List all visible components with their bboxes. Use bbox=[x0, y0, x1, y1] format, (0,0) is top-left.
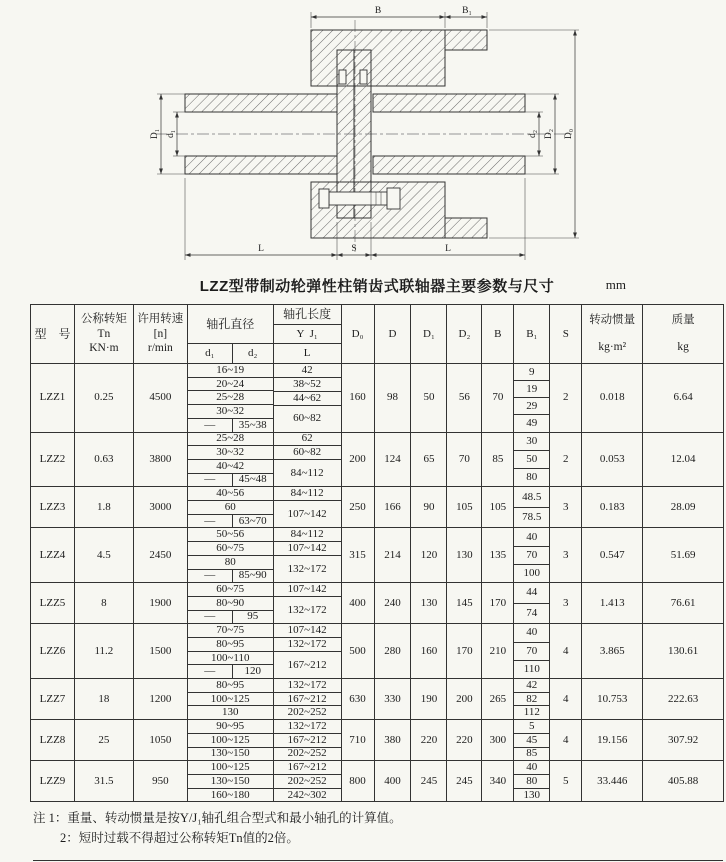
length-cell: 60~82 bbox=[274, 405, 341, 432]
torque-cell: 4.5 bbox=[74, 528, 133, 582]
b-cell: 105 bbox=[481, 487, 513, 527]
mass-cell: 6.64 bbox=[642, 364, 723, 432]
header-mass-line-1: 质量 bbox=[671, 314, 695, 326]
d1-cell: 120 bbox=[410, 528, 446, 582]
dim-label-L-right: L bbox=[445, 244, 451, 254]
length-cell: 202~252 bbox=[274, 774, 341, 788]
b-cell: 170 bbox=[481, 583, 513, 623]
mass-cell: 12.04 bbox=[642, 433, 723, 487]
header-torque-line-1: 公称转矩 bbox=[80, 312, 127, 325]
row-LZZ2 bbox=[31, 432, 723, 487]
header-bore-dia: 轴孔直径 bbox=[206, 316, 255, 331]
bore-dia-cells bbox=[187, 364, 273, 432]
bore-row: 80~95 bbox=[216, 678, 245, 691]
b1-cell: 85 bbox=[514, 747, 549, 761]
bore-d2-cell: 120 bbox=[232, 665, 273, 678]
d0-cell: 400 bbox=[341, 583, 374, 623]
b-cell: 85 bbox=[481, 433, 513, 487]
d-cell: 400 bbox=[374, 761, 411, 801]
row-LZZ4 bbox=[31, 527, 723, 582]
length-cell: 202~252 bbox=[274, 705, 341, 719]
bore-dia-cells bbox=[187, 583, 273, 623]
d1-cell: 160 bbox=[410, 624, 446, 678]
length-cell: 132~172 bbox=[274, 555, 341, 582]
elastic-pin bbox=[339, 70, 346, 84]
bore-row: 130 bbox=[188, 705, 273, 719]
length-cells bbox=[273, 433, 341, 487]
dim-label-D2: D₂ bbox=[544, 128, 554, 140]
length-cells bbox=[273, 761, 341, 801]
header-inertia-line-1: 转动惯量 bbox=[589, 314, 636, 326]
b1-cell: 45 bbox=[514, 733, 549, 747]
length-cell: 132~172 bbox=[287, 720, 327, 733]
b1-cell: 130 bbox=[514, 788, 549, 802]
b1-cell: 29 bbox=[514, 397, 549, 414]
parameters-table bbox=[30, 304, 724, 802]
speed-cell: 1200 bbox=[133, 679, 187, 719]
length-cells bbox=[273, 720, 341, 760]
unit-label: mm bbox=[605, 277, 626, 292]
b1-cell: 48.5 bbox=[522, 490, 542, 503]
length-cells bbox=[273, 364, 341, 432]
bore-row: 100~110 bbox=[188, 651, 273, 665]
b-cell: 340 bbox=[481, 761, 513, 801]
inertia-cell: 0.547 bbox=[581, 528, 642, 582]
page-title: LZZ型带制动轮弹性柱销齿式联轴器主要参数与尺寸 bbox=[199, 277, 555, 295]
bore-dia-cells bbox=[187, 720, 273, 760]
length-cell: 84~112 bbox=[290, 487, 324, 500]
length-cell: 107~142 bbox=[274, 541, 341, 555]
bore-row: 130~150 bbox=[188, 774, 273, 788]
b1-cell: 40 bbox=[526, 626, 538, 639]
dim-label-d2: d₂ bbox=[528, 129, 538, 139]
model-cell: LZZ4 bbox=[39, 548, 66, 561]
dim-label-S: S bbox=[351, 244, 357, 254]
model-cell: LZZ1 bbox=[39, 391, 66, 404]
d-cell: 280 bbox=[374, 624, 411, 678]
bore-row: 25~28 bbox=[188, 390, 273, 404]
model-cell: LZZ8 bbox=[39, 733, 66, 746]
d2-cell: 220 bbox=[446, 720, 481, 760]
mass-cell: 28.09 bbox=[642, 487, 723, 527]
length-cell: 44~62 bbox=[274, 391, 341, 405]
d-cell: 124 bbox=[374, 433, 411, 487]
b1-cells bbox=[513, 433, 549, 487]
length-cell: 167~212 bbox=[274, 651, 341, 678]
inertia-cell: 33.446 bbox=[581, 761, 642, 801]
s-cell: 2 bbox=[549, 364, 581, 432]
length-cell: 242~302 bbox=[274, 788, 341, 802]
d1-cell: 65 bbox=[410, 433, 446, 487]
bore-row: 100~125 bbox=[188, 733, 273, 747]
bore-d1-cell: — bbox=[204, 569, 216, 582]
d0-cell: 250 bbox=[341, 487, 374, 527]
model-cell: LZZ6 bbox=[39, 644, 66, 657]
bore-dia-cells bbox=[187, 679, 273, 719]
inertia-cell: 0.183 bbox=[581, 487, 642, 527]
b1-cell: 70 bbox=[514, 642, 549, 660]
length-cells bbox=[273, 624, 341, 678]
b1-cells bbox=[513, 720, 549, 760]
length-cell: 167~212 bbox=[274, 733, 341, 747]
technical-drawing bbox=[0, 0, 726, 268]
length-cell: 42 bbox=[301, 363, 313, 376]
d2-cell: 245 bbox=[446, 761, 481, 801]
d1-cell: 50 bbox=[410, 364, 446, 432]
header-torque-line-3: KN·m bbox=[89, 342, 119, 355]
b1-cells bbox=[513, 761, 549, 801]
b1-cells bbox=[513, 487, 549, 527]
coupling-section-drawing bbox=[133, 2, 593, 268]
bore-dia-cells bbox=[187, 528, 273, 582]
b1-cell: 40 bbox=[526, 530, 538, 543]
dim-label-L-left: L bbox=[258, 244, 264, 254]
length-cell: 132~172 bbox=[274, 637, 341, 651]
header-model: 型 号 bbox=[34, 326, 71, 341]
mass-cell: 76.61 bbox=[642, 583, 723, 623]
header-speed-line-2: [n] bbox=[153, 327, 168, 340]
s-cell: 3 bbox=[549, 528, 581, 582]
bore-row: 80 bbox=[188, 555, 273, 569]
d0-cell: 630 bbox=[341, 679, 374, 719]
bore-d1-cell: — bbox=[204, 514, 216, 527]
torque-cell: 1.8 bbox=[74, 487, 133, 527]
inertia-cell: 1.413 bbox=[581, 583, 642, 623]
length-cell: 202~252 bbox=[274, 747, 341, 761]
note-2: 2：短时过载不得超过公称转矩Tn值的2倍。 bbox=[60, 830, 299, 845]
bore-d1-cell: — bbox=[204, 610, 216, 623]
bore-row: 130~150 bbox=[188, 747, 273, 761]
b1-cell: 80 bbox=[514, 774, 549, 788]
length-cell: 167~212 bbox=[287, 761, 327, 774]
header-speed-line-1: 许用转速 bbox=[137, 312, 184, 325]
b1-cell: 78.5 bbox=[514, 507, 549, 528]
model-cell: LZZ2 bbox=[39, 452, 66, 465]
dim-label-d1: d₁ bbox=[166, 129, 176, 139]
inertia-cell: 0.018 bbox=[581, 364, 642, 432]
s-cell: 4 bbox=[549, 720, 581, 760]
d0-cell: 800 bbox=[341, 761, 374, 801]
bore-row bbox=[188, 610, 273, 624]
length-cells bbox=[273, 679, 341, 719]
mass-cell: 405.88 bbox=[642, 761, 723, 801]
header-bore-len-group bbox=[273, 305, 341, 363]
inertia-cell: 10.753 bbox=[581, 679, 642, 719]
length-cell: 132~172 bbox=[274, 596, 341, 623]
d1-cell: 90 bbox=[410, 487, 446, 527]
bore-row bbox=[188, 418, 273, 432]
d-cell: 380 bbox=[374, 720, 411, 760]
speed-cell: 3800 bbox=[133, 433, 187, 487]
speed-cell: 4500 bbox=[133, 364, 187, 432]
header-inertia-line-2: kg·m² bbox=[598, 341, 627, 354]
bore-row bbox=[188, 514, 273, 528]
b1-cell: 40 bbox=[526, 761, 538, 774]
b1-cells bbox=[513, 528, 549, 582]
notes bbox=[33, 809, 723, 861]
d0-cell: 200 bbox=[341, 433, 374, 487]
b1-cell: 82 bbox=[514, 692, 549, 706]
b1-cell: 19 bbox=[514, 380, 549, 397]
b1-cell: 112 bbox=[514, 705, 549, 719]
d2-cell: 70 bbox=[446, 433, 481, 487]
inertia-cell: 3.865 bbox=[581, 624, 642, 678]
mass-cell: 222.63 bbox=[642, 679, 723, 719]
s-cell: 4 bbox=[549, 679, 581, 719]
header-s: S bbox=[549, 305, 581, 363]
d1-cell: 245 bbox=[410, 761, 446, 801]
row-LZZ5 bbox=[31, 582, 723, 623]
d0-cell: 710 bbox=[341, 720, 374, 760]
bore-row: 30~32 bbox=[188, 445, 273, 459]
torque-cell: 31.5 bbox=[74, 761, 133, 801]
torque-cell: 18 bbox=[74, 679, 133, 719]
torque-cell: 8 bbox=[74, 583, 133, 623]
d2-cell: 200 bbox=[446, 679, 481, 719]
bore-row: 16~19 bbox=[216, 363, 245, 376]
length-cell: 167~212 bbox=[274, 692, 341, 706]
row-LZZ9 bbox=[31, 760, 723, 801]
b1-cell: 30 bbox=[526, 434, 538, 447]
header-mass bbox=[642, 305, 723, 363]
d2-cell: 105 bbox=[446, 487, 481, 527]
length-cells bbox=[273, 583, 341, 623]
bore-dia-cells bbox=[187, 761, 273, 801]
bore-d1-cell: — bbox=[204, 473, 216, 486]
bore-d1-cell: — bbox=[204, 665, 216, 678]
speed-cell: 1050 bbox=[133, 720, 187, 760]
d0-cell: 500 bbox=[341, 624, 374, 678]
bore-row: 50~56 bbox=[216, 528, 245, 541]
length-cell: 132~172 bbox=[287, 678, 327, 691]
b1-cell: 9 bbox=[529, 365, 535, 378]
length-cell: 84~112 bbox=[290, 528, 324, 541]
d2-cell: 170 bbox=[446, 624, 481, 678]
s-cell: 3 bbox=[549, 487, 581, 527]
inertia-cell: 19.156 bbox=[581, 720, 642, 760]
bore-row: 70~75 bbox=[216, 624, 245, 637]
length-cells bbox=[273, 528, 341, 582]
b1-cell: 74 bbox=[514, 603, 549, 624]
header-bore-len: 轴孔长度 bbox=[283, 307, 332, 322]
b-cell: 210 bbox=[481, 624, 513, 678]
s-cell: 3 bbox=[549, 583, 581, 623]
s-cell: 4 bbox=[549, 624, 581, 678]
bore-row bbox=[188, 473, 273, 487]
header-torque bbox=[74, 305, 133, 363]
d1-cell: 190 bbox=[410, 679, 446, 719]
header-speed-line-3: r/min bbox=[147, 342, 173, 355]
dim-label-D1: D₁ bbox=[150, 128, 160, 140]
d-cell: 240 bbox=[374, 583, 411, 623]
bore-d2-cell: 45~48 bbox=[232, 474, 273, 487]
header-d0: D₀ bbox=[341, 305, 374, 363]
b1-cells bbox=[513, 583, 549, 623]
bore-d2-cell: 35~38 bbox=[232, 419, 273, 432]
length-cell: 107~142 bbox=[287, 583, 327, 596]
bore-row: 100~125 bbox=[210, 761, 250, 774]
header-bore-dia-sub bbox=[188, 343, 273, 363]
length-cell: 62 bbox=[301, 432, 313, 445]
elastic-pin bbox=[360, 70, 367, 84]
bore-d2-cell: 63~70 bbox=[232, 515, 273, 528]
d-cell: 98 bbox=[374, 364, 411, 432]
mass-cell: 130.61 bbox=[642, 624, 723, 678]
b-cell: 300 bbox=[481, 720, 513, 760]
d2-cell: 56 bbox=[446, 364, 481, 432]
b1-cell: 70 bbox=[514, 546, 549, 564]
b1-cells bbox=[513, 624, 549, 678]
torque-cell: 0.63 bbox=[74, 433, 133, 487]
d-cell: 166 bbox=[374, 487, 411, 527]
s-cell: 5 bbox=[549, 761, 581, 801]
title-row bbox=[30, 272, 724, 298]
d1-cell: 220 bbox=[410, 720, 446, 760]
bore-row: 90~95 bbox=[216, 720, 245, 733]
d0-cell: 315 bbox=[341, 528, 374, 582]
bore-row: 20~24 bbox=[188, 377, 273, 391]
mass-cell: 307.92 bbox=[642, 720, 723, 760]
bore-d2-cell: 95 bbox=[232, 611, 273, 624]
header-mass-line-2: kg bbox=[677, 341, 689, 354]
d2-cell: 145 bbox=[446, 583, 481, 623]
header-d1-dim: D₁ bbox=[410, 305, 446, 363]
bore-dia-cells bbox=[187, 624, 273, 678]
bore-row: 60~75 bbox=[188, 541, 273, 555]
torque-cell: 11.2 bbox=[74, 624, 133, 678]
bore-row: 40~42 bbox=[188, 459, 273, 473]
s-cell: 2 bbox=[549, 433, 581, 487]
header-b1: B₁ bbox=[513, 305, 549, 363]
length-cells bbox=[273, 487, 341, 527]
dim-label-B: B bbox=[374, 6, 382, 16]
torque-cell: 25 bbox=[74, 720, 133, 760]
bore-row: 80~90 bbox=[188, 596, 273, 610]
b-cell: 135 bbox=[481, 528, 513, 582]
header-torque-line-2: Tn bbox=[97, 327, 111, 340]
header-bore-dia-group bbox=[187, 305, 273, 363]
b1-cells bbox=[513, 679, 549, 719]
bore-dia-cells bbox=[187, 487, 273, 527]
b1-cell: 49 bbox=[514, 414, 549, 431]
model-cell: LZZ7 bbox=[39, 692, 66, 705]
b1-cell: 100 bbox=[514, 564, 549, 582]
bore-d2-cell: 85~90 bbox=[232, 570, 273, 583]
bolt-nut bbox=[387, 188, 400, 209]
bore-d1-cell: — bbox=[204, 418, 216, 431]
b1-cell: 110 bbox=[514, 660, 549, 678]
bore-row: 160~180 bbox=[188, 788, 273, 802]
bore-row: 100~125 bbox=[188, 692, 273, 706]
b-cell: 265 bbox=[481, 679, 513, 719]
d1-cell: 130 bbox=[410, 583, 446, 623]
bore-row: 60 bbox=[188, 500, 273, 514]
bore-row: 80~95 bbox=[188, 637, 273, 651]
torque-cell: 0.25 bbox=[74, 364, 133, 432]
dimension-B bbox=[311, 6, 487, 28]
bore-row: 40~56 bbox=[216, 487, 245, 500]
table-header-row bbox=[31, 305, 723, 363]
row-LZZ8 bbox=[31, 719, 723, 760]
bore-row bbox=[188, 664, 273, 678]
d-cell: 330 bbox=[374, 679, 411, 719]
length-cell: 60~82 bbox=[274, 445, 341, 459]
bore-row: 25~28 bbox=[216, 432, 245, 445]
header-speed bbox=[133, 305, 187, 363]
b1-cell: 80 bbox=[514, 468, 549, 486]
header-d2: d₂ bbox=[232, 344, 273, 363]
model-cell: LZZ3 bbox=[39, 500, 66, 513]
speed-cell: 950 bbox=[133, 761, 187, 801]
header-L: L bbox=[274, 343, 341, 363]
row-LZZ7 bbox=[31, 678, 723, 719]
b1-cells bbox=[513, 364, 549, 432]
b-cell: 70 bbox=[481, 364, 513, 432]
speed-cell: 1900 bbox=[133, 583, 187, 623]
dim-label-B1: B₁ bbox=[462, 6, 472, 16]
d2-cell: 130 bbox=[446, 528, 481, 582]
note-1: 注 1：重量、转动惯量是按Y/J₁轴孔组合型式和最小轴孔的计算值。 bbox=[33, 811, 402, 826]
header-inertia bbox=[581, 305, 642, 363]
length-cell: 107~142 bbox=[287, 624, 327, 637]
length-cell: 84~112 bbox=[274, 459, 341, 486]
b1-cell: 42 bbox=[526, 678, 538, 691]
model-cell: LZZ5 bbox=[39, 596, 66, 609]
b1-cell: 44 bbox=[526, 586, 538, 599]
speed-cell: 3000 bbox=[133, 487, 187, 527]
bolt-head bbox=[319, 189, 329, 208]
header-d: D bbox=[374, 305, 411, 363]
header-d2-dim: D₂ bbox=[446, 305, 481, 363]
model-cell: LZZ9 bbox=[39, 774, 66, 787]
b1-cell: 5 bbox=[529, 720, 535, 733]
d0-cell: 160 bbox=[341, 364, 374, 432]
row-LZZ1 bbox=[31, 363, 723, 432]
speed-cell: 1500 bbox=[133, 624, 187, 678]
mass-cell: 51.69 bbox=[642, 528, 723, 582]
b1-cell: 50 bbox=[514, 450, 549, 468]
bore-dia-cells bbox=[187, 433, 273, 487]
inertia-cell: 0.053 bbox=[581, 433, 642, 487]
header-bore-len-sub: Y J₁ bbox=[274, 324, 341, 344]
row-LZZ6 bbox=[31, 623, 723, 678]
bore-row: 60~75 bbox=[216, 583, 245, 596]
speed-cell: 2450 bbox=[133, 528, 187, 582]
row-LZZ3 bbox=[31, 486, 723, 527]
length-cell: 107~142 bbox=[274, 500, 341, 527]
header-b: B bbox=[481, 305, 513, 363]
length-cell: 38~52 bbox=[274, 377, 341, 391]
bore-row bbox=[188, 569, 273, 583]
dim-label-D0: D₀ bbox=[564, 128, 574, 140]
d-cell: 214 bbox=[374, 528, 411, 582]
bore-row: 30~32 bbox=[188, 404, 273, 418]
header-d1: d₁ bbox=[205, 347, 215, 359]
